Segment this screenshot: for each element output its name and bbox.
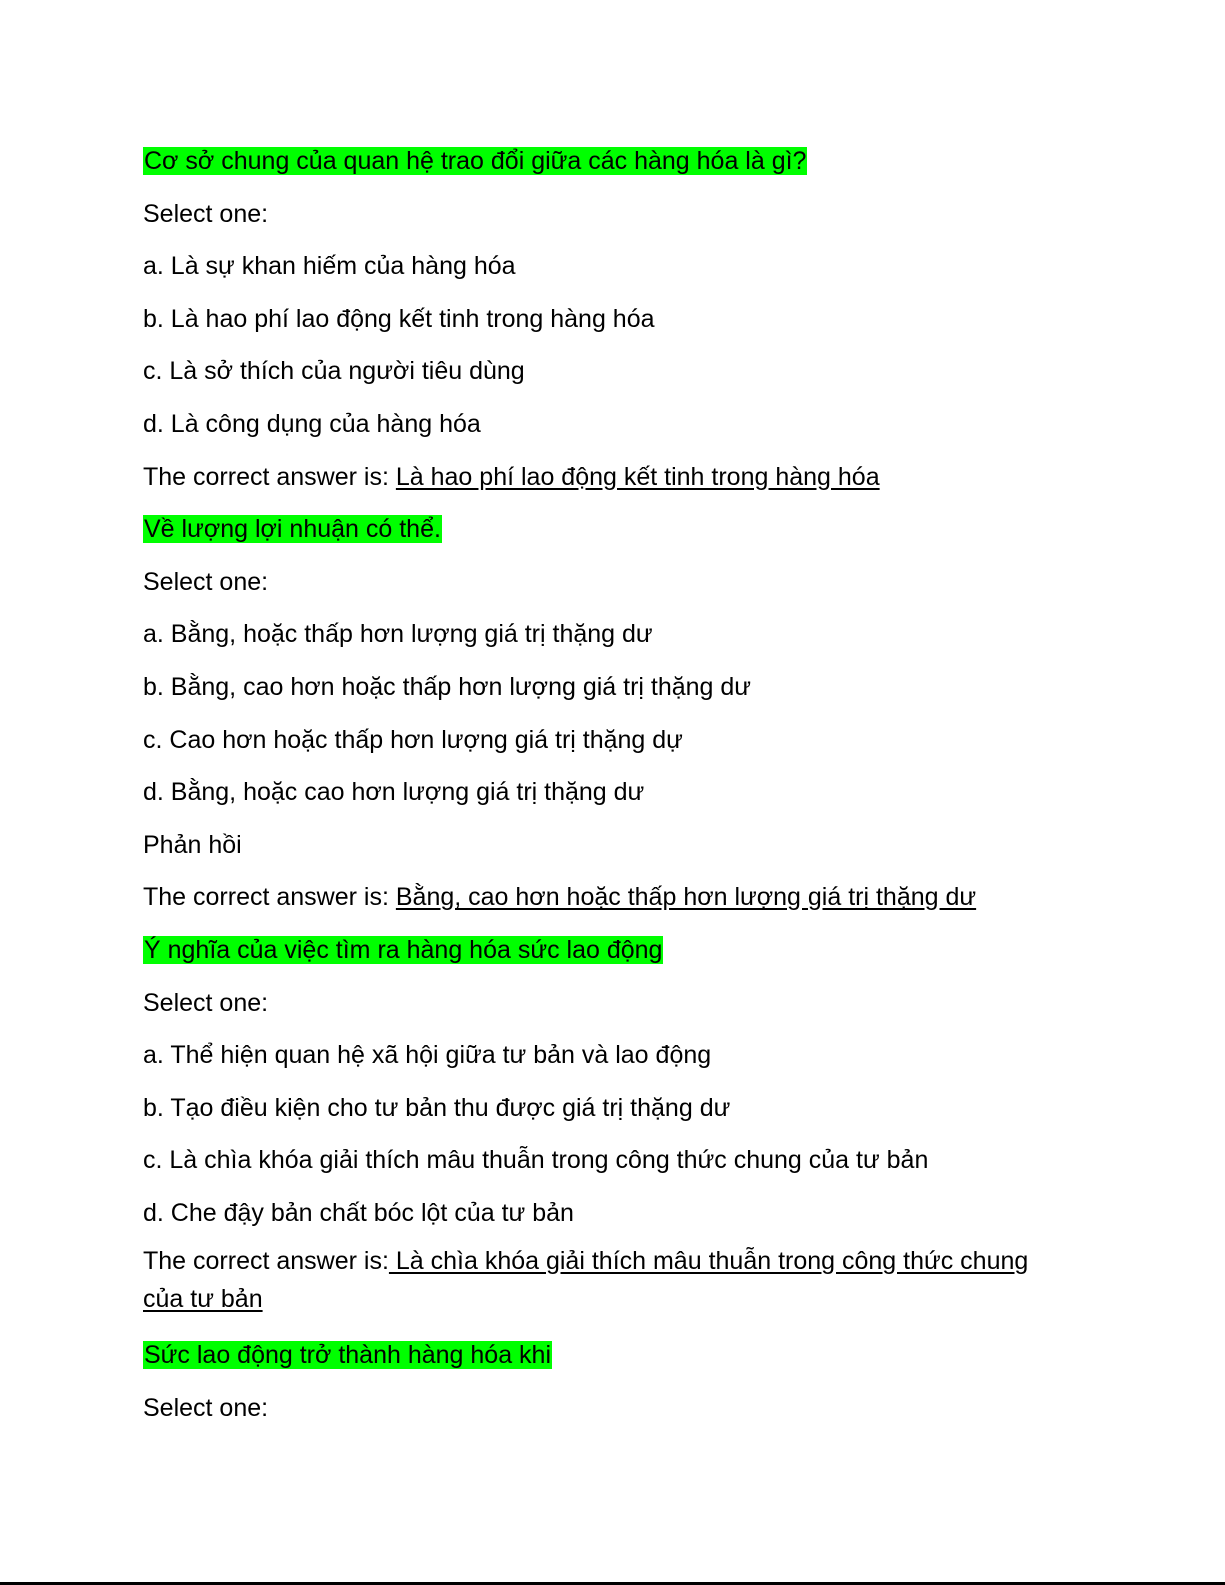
option-d: d. Là công dụng của hàng hóa [143, 409, 481, 438]
question-title: Sức lao động trở thành hàng hóa khi [144, 1341, 552, 1370]
document-page [143, 138, 1073, 1438]
option-a: a. Thể hiện quan hệ xã hội giữa tư bản và lao động [143, 1041, 712, 1070]
question-title: Ý nghĩa của việc tìm ra hàng hóa sức lao động [144, 935, 663, 964]
answer-text: Là chìa khóa giải thích mâu thuẫn trong công thức chung của tư bản [143, 1247, 1029, 1314]
question-block-2 [143, 506, 1073, 559]
answer-prefix: The correct answer is: [143, 883, 389, 912]
select-one-label: Select one: [143, 199, 269, 228]
option-b: b. Tạo điều kiện cho tư bản thu được giá trị thặng dư [143, 1093, 731, 1122]
question-block-3 [143, 927, 1073, 980]
select-one-label: Select one: [143, 1394, 269, 1423]
answer-prefix: The correct answer is: [143, 462, 389, 491]
answer-prefix: The correct answer is: [143, 1247, 389, 1276]
option-c: c. Là sở thích của người tiêu dùng [143, 357, 525, 386]
answer-text: Bằng, cao hơn hoặc thấp hơn lượng giá trị thặng dư [395, 883, 977, 912]
question-title: Cơ sở chung của quan hệ trao đổi giữa các hàng hóa là gì? [144, 147, 807, 175]
option-a: a. Là sự khan hiếm của hàng hóa [143, 252, 516, 281]
option-b: b. Bằng, cao hơn hoặc thấp hơn lượng giá trị thặng dư [143, 672, 752, 701]
select-one-label: Select one: [143, 988, 269, 1017]
option-c: c. Là chìa khóa giải thích mâu thuẫn trong công thức chung của tư bản [143, 1146, 929, 1175]
correct-answer [143, 454, 1073, 507]
select-one-label: Select one: [143, 567, 269, 596]
feedback-label: Phản hồi [143, 830, 242, 859]
correct-answer [143, 874, 1073, 927]
question-block-4 [143, 1332, 1073, 1385]
question-block-1 [143, 138, 1073, 191]
correct-answer [143, 1242, 1073, 1318]
option-c: c. Cao hơn hoặc thấp hơn lượng giá trị thặng dự [143, 725, 683, 754]
answer-text: Là hao phí lao động kết tinh trong hàng hóa [395, 462, 880, 491]
option-d: d. Che đậy bản chất bóc lột của tư bản [143, 1198, 574, 1227]
option-b: b. Là hao phí lao động kết tinh trong hàng hóa [143, 304, 655, 333]
question-title: Về lượng lợi nhuận có thể. [144, 515, 441, 544]
option-a: a. Bằng, hoặc thấp hơn lượng giá trị thặng dư [143, 620, 653, 649]
option-d: d. Bằng, hoặc cao hơn lượng giá trị thặng dư [143, 778, 645, 807]
